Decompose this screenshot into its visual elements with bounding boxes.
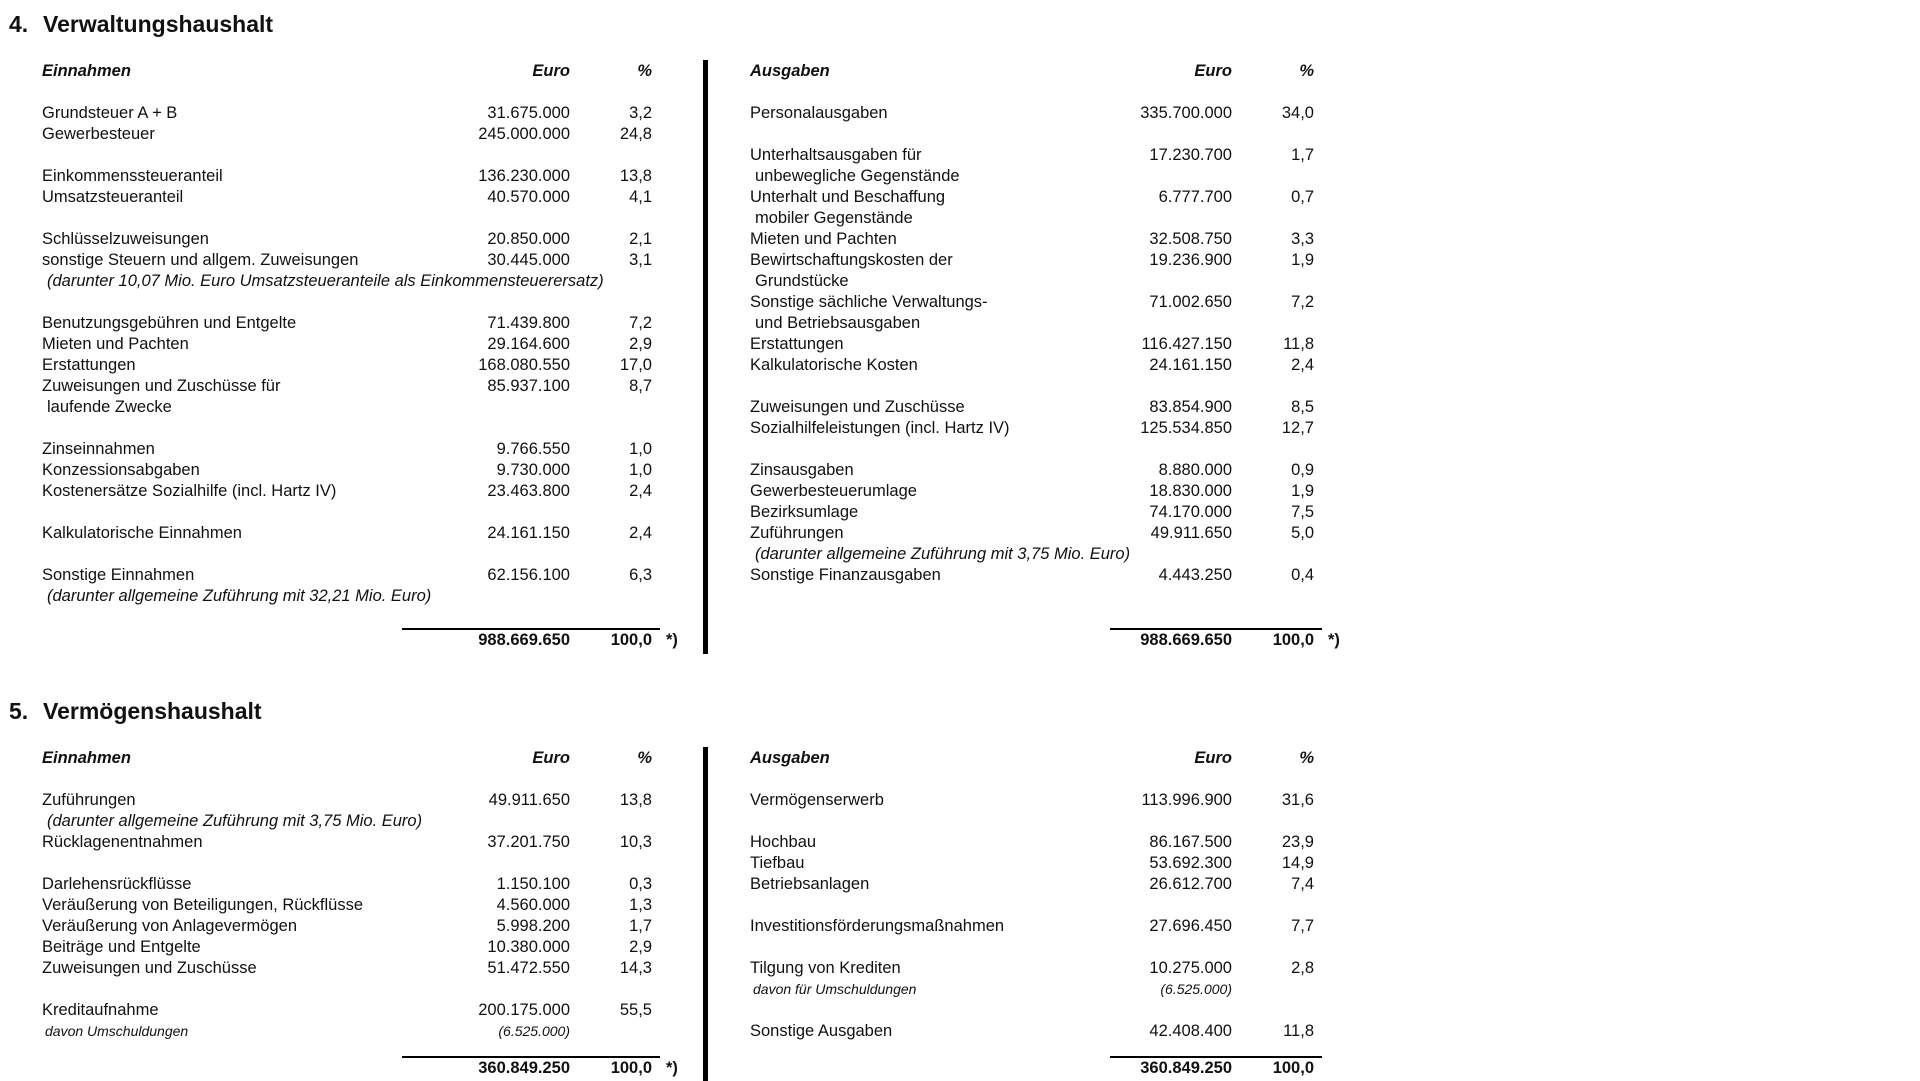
table-row: Gewerbesteuer 245.000.000 24,8: [42, 125, 652, 143]
table-row: Kalkulatorische Kosten 24.161.150 2,4: [750, 356, 1314, 374]
table-row: Hochbau 86.167.500 23,9: [750, 833, 1314, 851]
table-row: Mieten und Pachten 32.508.750 3,3: [750, 230, 1314, 248]
table-row: Einkommenssteueranteil 136.230.000 13,8: [42, 167, 652, 185]
table-row: Zinsausgaben 8.880.000 0,9: [750, 461, 1314, 479]
section-title-text: Vermögenshaushalt: [43, 698, 262, 724]
table-total: 360.849.250 100,0 *): [42, 1058, 660, 1079]
table-row: Darlehensrückflüsse 1.150.100 0,3: [42, 875, 652, 893]
table-row: Rücklagenentnahmen 37.201.750 10,3: [42, 833, 652, 851]
table-row: Investitionsförderungsmaßnahmen 27.696.450 7,7: [750, 917, 1314, 935]
table-row-continuation: und Betriebsausgaben: [755, 314, 921, 332]
table-row: Grundsteuer A + B 31.675.000 3,2: [42, 104, 652, 122]
table-row: Betriebsanlagen 26.612.700 7,4: [750, 875, 1314, 893]
table-subrow: davon Umschuldungen (6.525.000): [45, 1023, 570, 1039]
table-total: 360.849.250 100,0: [750, 1058, 1322, 1079]
table-row: Kostenersätze Sozialhilfe (incl. Hartz IV) 23.463.800 2,4: [42, 482, 652, 500]
table-row-continuation: mobiler Gegenstände: [755, 209, 913, 227]
section-title: [9, 11, 273, 37]
table-note: (darunter allgemeine Zuführung mit 3,75 Mio. Euro): [755, 545, 1131, 563]
table-row: Beiträge und Entgelte 10.380.000 2,9: [42, 938, 652, 956]
table-row: Tiefbau 53.692.300 14,9: [750, 854, 1314, 872]
table-row: Zuweisungen und Zuschüsse für 85.937.100 8,7: [42, 377, 652, 395]
table-header: Ausgaben Euro %: [750, 62, 1314, 80]
table-row: Erstattungen 168.080.550 17,0: [42, 356, 652, 374]
table-note: (darunter allgemeine Zuführung mit 3,75 Mio. Euro): [47, 812, 423, 830]
table-row: Zinseinnahmen 9.766.550 1,0: [42, 440, 652, 458]
table-subrow: davon für Umschuldungen (6.525.000): [753, 981, 1232, 997]
column-divider: [703, 747, 708, 1081]
table-header: Einnahmen Euro %: [42, 62, 652, 80]
table-row: Unterhalt und Beschaffung 6.777.700 0,7: [750, 188, 1314, 206]
table-row: Benutzungsgebühren und Entgelte 71.439.800 7,2: [42, 314, 652, 332]
table-row: Sozialhilfeleistungen (incl. Hartz IV) 125.534.850 12,7: [750, 419, 1314, 437]
section-number: 4.: [9, 11, 29, 37]
section-title-text: Verwaltungshaushalt: [43, 11, 274, 37]
table-row: Zuführungen 49.911.650 13,8: [42, 791, 652, 809]
table-row: Tilgung von Krediten 10.275.000 2,8: [750, 959, 1314, 977]
table-row: Zuweisungen und Zuschüsse 51.472.550 14,3: [42, 959, 652, 977]
table-header: Einnahmen Euro %: [42, 749, 652, 767]
table-row: Vermögenserwerb 113.996.900 31,6: [750, 791, 1314, 809]
table-row-continuation: unbewegliche Gegenstände: [755, 167, 960, 185]
table-row: Gewerbesteuerumlage 18.830.000 1,9: [750, 482, 1314, 500]
table-total: 988.669.650 100,0 *): [750, 630, 1322, 651]
table-note: (darunter allgemeine Zuführung mit 32,21 Mio. Euro): [47, 587, 432, 605]
table-row: Mieten und Pachten 29.164.600 2,9: [42, 335, 652, 353]
table-row: Sonstige Ausgaben 42.408.400 11,8: [750, 1022, 1314, 1040]
table-row: Kalkulatorische Einnahmen 24.161.150 2,4: [42, 524, 652, 542]
table-note: (darunter 10,07 Mio. Euro Umsatzsteueranteile als Einkommensteuerersatz): [47, 272, 604, 290]
table-row: Bezirksumlage 74.170.000 7,5: [750, 503, 1314, 521]
table-row: Kreditaufnahme 200.175.000 55,5: [42, 1001, 652, 1019]
table-row: Zuweisungen und Zuschüsse 83.854.900 8,5: [750, 398, 1314, 416]
table-row: Veräußerung von Anlagevermögen 5.998.200 1,7: [42, 917, 652, 935]
table-row: Schlüsselzuweisungen 20.850.000 2,1: [42, 230, 652, 248]
table-row: Personalausgaben 335.700.000 34,0: [750, 104, 1314, 122]
table-total: 988.669.650 100,0 *): [42, 630, 660, 651]
table-row: Veräußerung von Beteiligungen, Rückflüsse 4.560.000 1,3: [42, 896, 652, 914]
table-row: Umsatzsteueranteil 40.570.000 4,1: [42, 188, 652, 206]
table-row: Sonstige Finanzausgaben 4.443.250 0,4: [750, 566, 1314, 584]
table-row: Zuführungen 49.911.650 5,0: [750, 524, 1314, 542]
section-title: [9, 698, 262, 724]
table-row-continuation: Grundstücke: [755, 272, 849, 290]
column-divider: [703, 60, 708, 654]
table-row: Sonstige sächliche Verwaltungs- 71.002.650 7,2: [750, 293, 1314, 311]
table-row: Bewirtschaftungskosten der 19.236.900 1,9: [750, 251, 1314, 269]
table-row: Sonstige Einnahmen 62.156.100 6,3: [42, 566, 652, 584]
section-number: 5.: [9, 698, 29, 724]
table-row-continuation: laufende Zwecke: [47, 398, 172, 416]
table-row: Konzessionsabgaben 9.730.000 1,0: [42, 461, 652, 479]
table-row: Unterhaltsausgaben für 17.230.700 1,7: [750, 146, 1314, 164]
table-row: Erstattungen 116.427.150 11,8: [750, 335, 1314, 353]
table-header: Ausgaben Euro %: [750, 749, 1314, 767]
table-row: sonstige Steuern und allgem. Zuweisungen 30.445.000 3,1: [42, 251, 652, 269]
